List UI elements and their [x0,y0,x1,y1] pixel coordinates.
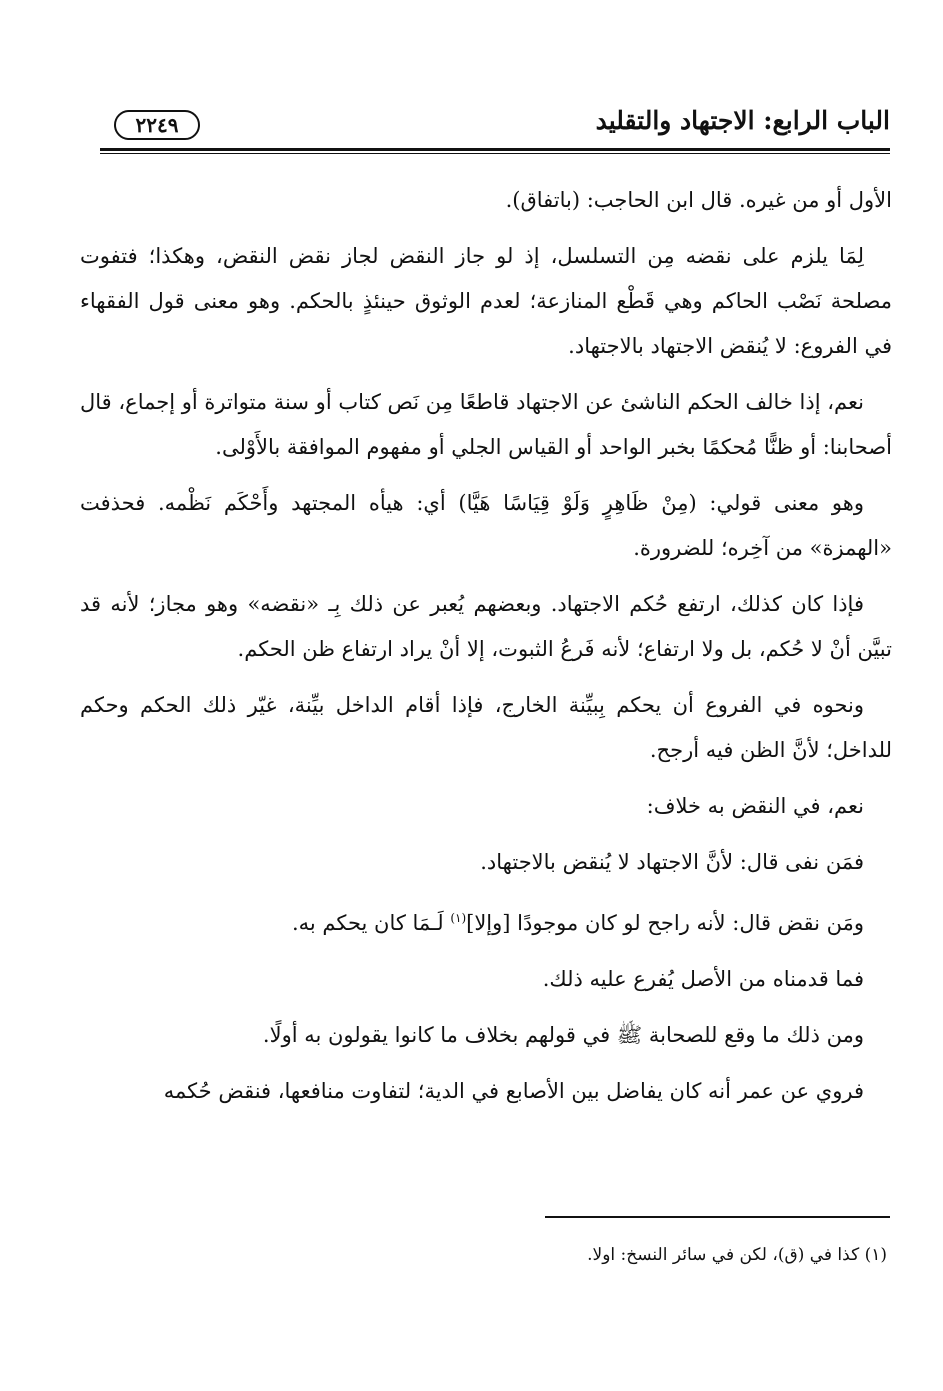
page-header [100,98,890,148]
paragraph: وهو معنى قولي: (مِنْ ظَاهِرٍ وَلَوْ قِيَاسًا هَيَّا) أي: هيأه المجتهد وأَحْكَم نَظْمه. فحذفت «الهمزة» من آخِره؛ للضرورة. [80,491,892,560]
paragraph: ونحوه في الفروع أن يحكم بِبيِّنة الخارج، فإذا أقام الداخل بيِّنة، غيّر ذلك الحكم وحكم للداخل؛ لأنَّ الظن فيه أرجح. [80,693,892,762]
footnote: (١) كذا في (ق)، لكن في سائر النسخ: اولا. [587,1245,887,1265]
paragraph-with-footnote [80,896,892,946]
header-rule-thin [100,153,890,154]
paragraph: نعم، في النقض به خلاف: [646,794,864,818]
paragraph: فروي عن عمر أنه كان يفاضل بين الأصابع في الدية؛ لتفاوت منافعها، فنقض حُكمه [163,1079,864,1103]
page-number: ٢٢٤٩ [114,110,200,140]
paragraph: فإذا كان كذلك، ارتفع حُكم الاجتهاد. وبعضهم يُعبر عن ذلك بِـ «نقضه» وهو مجاز؛ لأنه قد تبيَّن أنْ لا حُكم، بل ولا ارتفاع؛ لأنه فَرعُ الثبوت، إلا أنْ يراد ارتفاع ظن الحكم. [80,592,892,661]
paragraph: فما قدمناه من الأصل يُفرع عليه ذلك. [542,967,864,991]
paragraph-text: لَـمَا كان يحكم به. [291,911,451,935]
footnote-separator [545,1216,890,1218]
paragraph: لِمَا يلزم على نقضه مِن التسلسل، إذ لو جاز النقض لجاز نقض النقض، وهكذا؛ فتفوت مصلحة نَصْب الحاكم وهي قَطْع المنازعة؛ لعدم الوثوق حينئذٍ بالحكم. وهو معنى قول الفقهاء في الفروع: لا يُنقض الاجتهاد بالاجتهاد. [80,244,892,358]
paragraph: فمَن نفى قال: لأنَّ الاجتهاد لا يُنقض بالاجتهاد. [480,850,864,874]
chapter-title: الباب الرابع: الاجتهاد والتقليد [595,106,890,135]
paragraph: نعم، إذا خالف الحكم الناشئ عن الاجتهاد قاطعًا مِن نَص كتاب أو سنة متواترة أو إجماع، قال أصحابنا: أو ظنًّا مُحكمًا بخبر الواحد أو القياس الجلي أو مفهوم الموافقة بالأَوْلى. [80,390,892,459]
header-rule [100,148,890,151]
footnote-marker: (١) [450,911,467,925]
main-text [80,178,892,1125]
paragraph-text: ومَن نقض قال: لأنه راجح لو كان موجودًا [وإلا] [466,911,864,935]
paragraph: ومن ذلك ما وقع للصحابة ﷺ في قولهم بخلاف ما كانوا يقولون به أولًا. [262,1023,864,1047]
paragraph: الأول أو من غيره. قال ابن الحاجب: (باتفاق). [505,188,892,212]
